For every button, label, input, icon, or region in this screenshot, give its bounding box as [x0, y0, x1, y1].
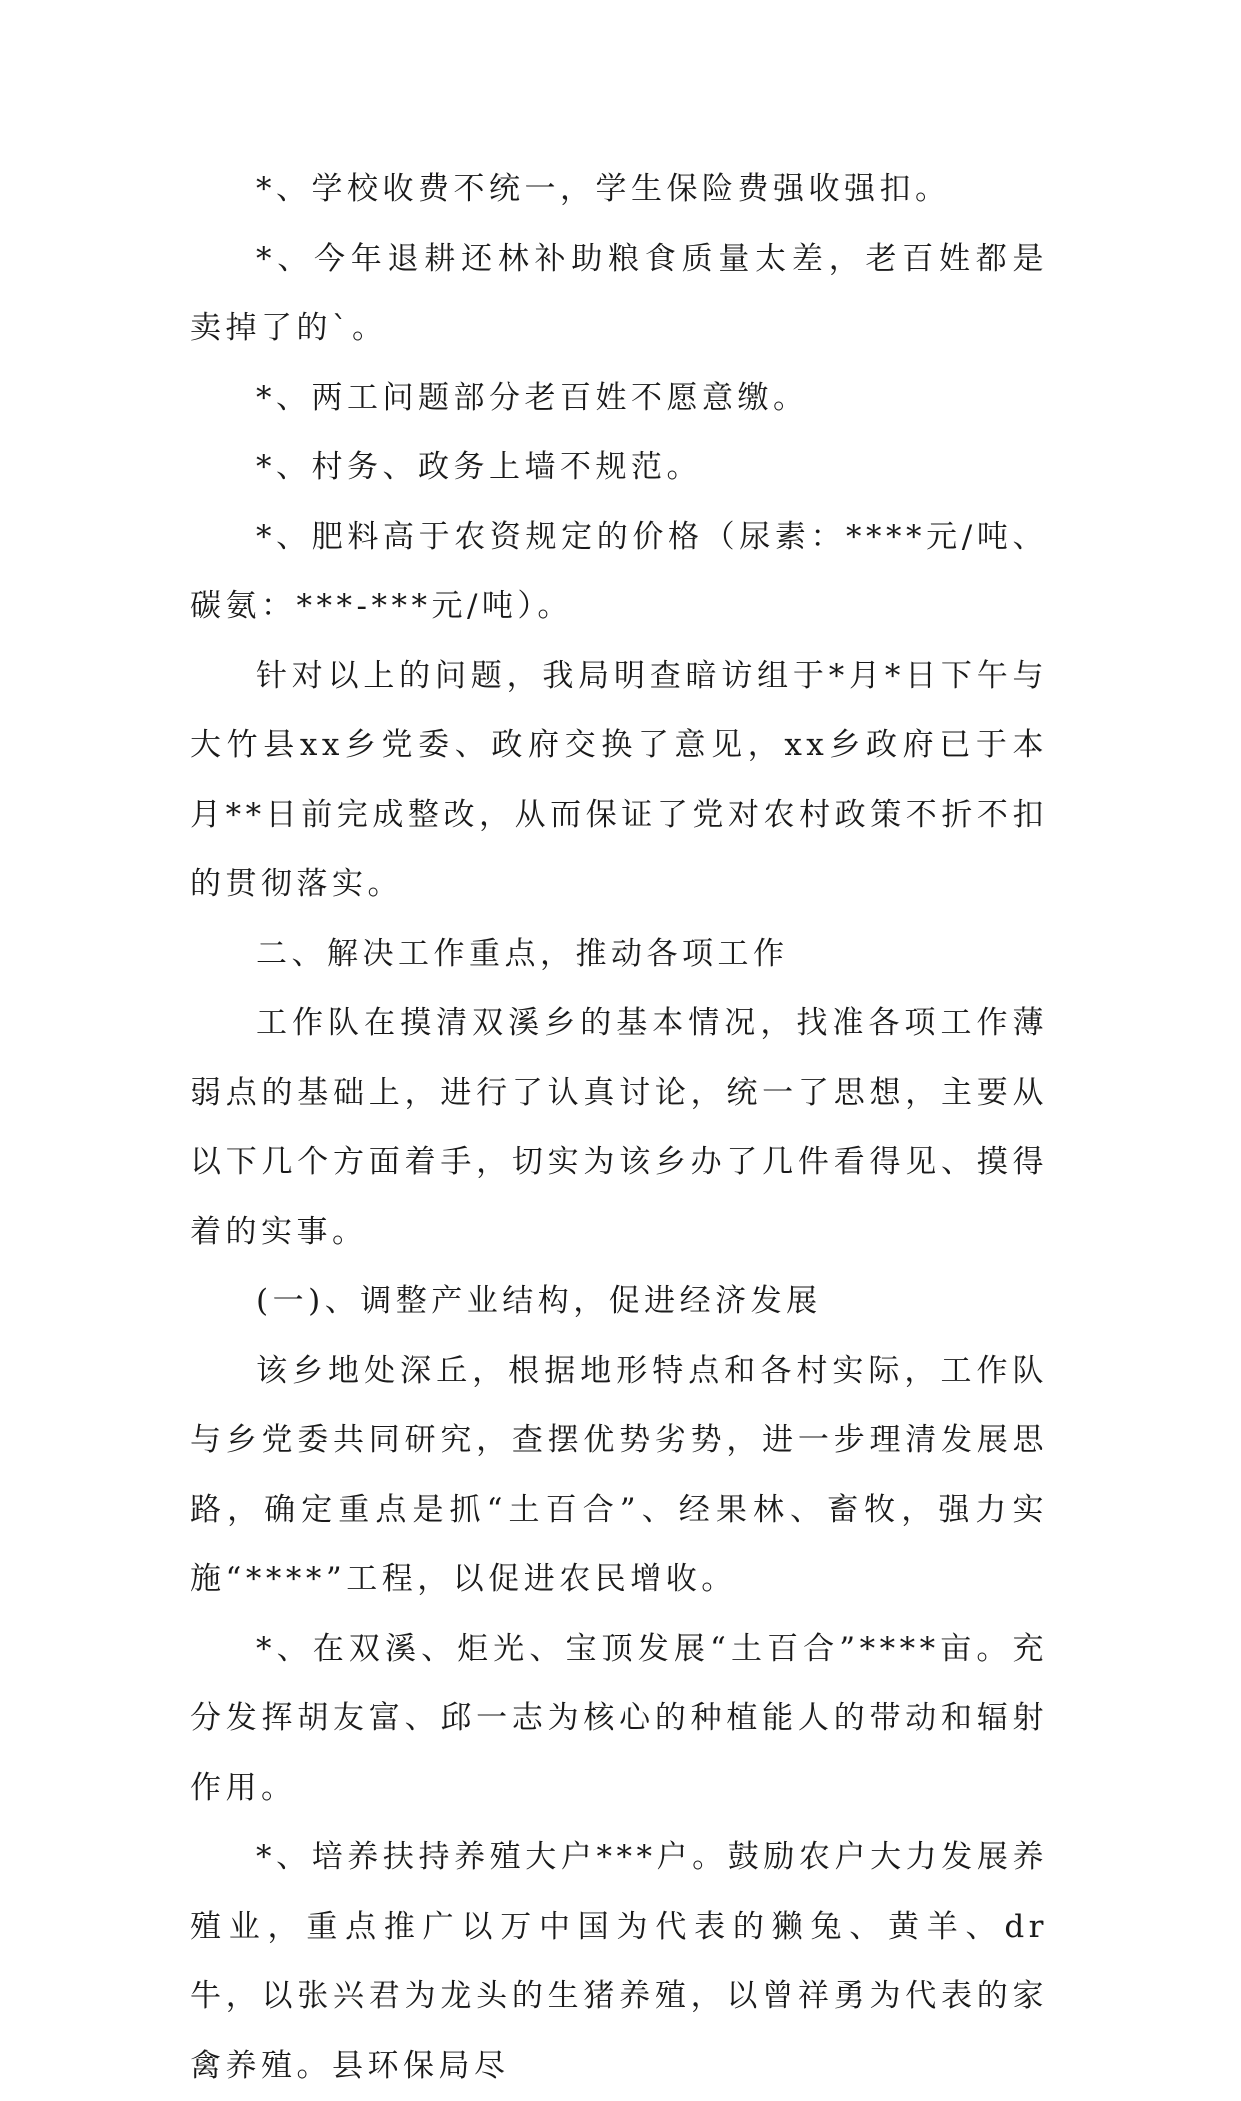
- paragraph-rectification: 针对以上的问题，我局明查暗访组于*月*日下午与大竹县xx乡党委、政府交换了意见，xx乡政府已于本月**日前完成整改，从而保证了党对农村政策不折不扣的贯彻落实。: [190, 657, 1048, 902]
- paragraph-livestock: *、培养扶持养殖大户***户。鼓励农户大力发展养殖业，重点推广以万中国为代表的獭兔、黄羊、dr牛，以张兴君为龙头的生猪养殖，以曾祥勇为代表的家禽养殖。县环保局尽: [190, 1839, 1048, 2084]
- paragraph-labor-fees: *、两工问题部分老百姓不愿意缴。: [256, 379, 809, 416]
- paragraph-fertilizer-price: *、肥料高于农资规定的价格（尿素：****元/吨、碳氨：***-***元/吨）。: [190, 518, 1048, 624]
- subsection-heading-industry: (一)、调整产业结构，促进经济发展: [256, 1283, 822, 1319]
- paragraph-school-fees: *、学校收费不统一，学生保险费强收强扣。: [256, 171, 951, 207]
- document-body: [190, 155, 1048, 2101]
- paragraph-grain-quality: *、今年退耕还林补助粮食质量太差，老百姓都是卖掉了的`。: [190, 240, 1048, 346]
- paragraph-work-team: 工作队在摸清双溪乡的基本情况，找准各项工作薄弱点的基础上，进行了认真讨论，统一了思想，主要从以下几个方面着手，切实为该乡办了几件看得见、摸得着的实事。: [190, 1005, 1048, 1250]
- paragraph-development-plan: 该乡地处深丘，根据地形特点和各村实际，工作队与乡党委共同研究，查摆优势劣势，进一步理清发展思路，确定重点是抓“土百合”、经果林、畜牧，强力实施“****”工程，以促进农民增收。: [190, 1352, 1048, 1597]
- paragraph-public-notice: *、村务、政务上墙不规范。: [256, 449, 702, 485]
- paragraph-lily-planting: *、在双溪、炬光、宝顶发展“土百合”****亩。充分发挥胡友富、邱一志为核心的种植能人的带动和辐射作用。: [190, 1630, 1048, 1806]
- section-heading-key-work: 二、解决工作重点，推动各项工作: [256, 935, 789, 972]
